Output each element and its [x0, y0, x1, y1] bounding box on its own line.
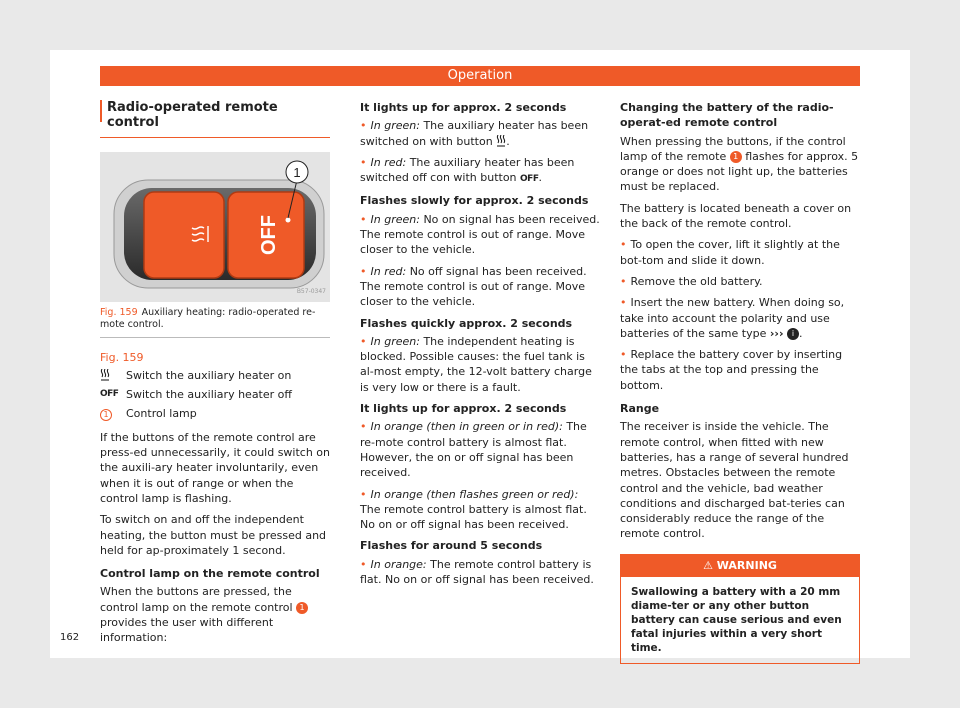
paragraph: The battery is located beneath a cover on the back of the remote control.	[620, 201, 852, 231]
bullet-item: • In green: No on signal has been received. The remote control is out of range. Move closer to the vehicle.	[360, 212, 600, 258]
info-icon: i	[787, 328, 799, 340]
paragraph: If the buttons of the remote control are press-ed unnecessarily, it could switch on the auxili-ary heater involuntarily, even when it is out of range or when the control lamp is flashing.	[100, 430, 331, 505]
heater-off-icon: OFF	[520, 174, 539, 185]
figure-label: Fig. 159	[100, 306, 138, 318]
warning-box	[620, 554, 860, 664]
bullet-item: • In orange (then flashes green or red): The remote control battery is almost flat. No on or off signal has been received.	[360, 487, 600, 533]
figure-caption	[100, 307, 330, 338]
heater-on-icon	[100, 368, 126, 383]
paragraph: The receiver is inside the vehicle. The remote control, when fitted with new batteries, has a range of several hundred metres. Obstacles between the remote control and the vehicle, bad weather conditions and discharged bat-teries can considerably reduce the range of the remote control.	[620, 420, 849, 541]
callout-1-icon: 1	[100, 409, 112, 421]
subheading: Range	[620, 402, 660, 416]
warning-title: WARNING	[716, 558, 777, 572]
column-right	[620, 100, 860, 664]
bullet-item: • In red: The auxiliary heater has been switched off con with button OFF.	[360, 155, 600, 188]
bullet-item: • To open the cover, lift it slightly at the bot-tom and slide it down.	[620, 237, 860, 268]
remote-control-figure	[100, 152, 330, 302]
heater-on-icon	[496, 135, 506, 147]
legend-text: Switch the auxiliary heater off	[126, 388, 292, 402]
caption-text: Auxiliary heating: radio-operated re-mote control.	[100, 306, 316, 330]
legend-text: Control lamp	[126, 407, 197, 421]
warning-header	[621, 555, 859, 577]
subheading: It lights up for approx. 2 seconds	[360, 101, 567, 114]
section-header: Operation	[100, 66, 860, 86]
callout-1-icon: 1	[730, 151, 742, 163]
bullet-item: • Replace the battery cover by inserting the tabs at the top and pressing the bottom.	[620, 347, 860, 393]
bullet-item: • In green: The independent heating is blocked. Possible causes: the fuel tank is al-most empty, the 12-volt battery charge is very low or there is a fault.	[360, 334, 600, 395]
manual-page	[50, 50, 910, 658]
off-button-label: OFF	[258, 214, 280, 255]
bullet-item: • In red: No off signal has been received. The remote control is out of range. Move closer to the vehicle.	[360, 264, 600, 310]
paragraph: When pressing the buttons, if the control lamp of the remote 1 flashes for approx. 5 orange or does not light up, the batteries must be replaced.	[620, 134, 859, 194]
legend-item	[100, 387, 330, 402]
warning-text: Swallowing a battery with a 20 mm diame-ter or any other button battery can cause serious and even fatal injuries within a very short time.	[631, 585, 842, 654]
bullet-item: • In orange (then in green or in red): The re-mote control battery is almost flat. However, the on or off signal has been received.	[360, 419, 600, 480]
subheading: Flashes quickly approx. 2 seconds	[360, 316, 573, 330]
cross-reference-arrows: ›››	[769, 326, 784, 340]
bullet-item: • In green: The auxiliary heater has been switched on with button .	[360, 118, 600, 149]
legend-text: Switch the auxiliary heater on	[126, 368, 292, 382]
figure-code: B57-0347	[296, 288, 326, 296]
bullet-item: • In orange: The remote control battery is flat. No on or off signal has been received.	[360, 557, 600, 588]
column-left	[100, 100, 330, 652]
warning-icon: ⚠	[703, 558, 713, 572]
section-title: Radio-operated remote control	[100, 100, 330, 138]
subheading: Flashes slowly for approx. 2 seconds	[360, 194, 589, 208]
heater-off-icon: OFF	[100, 389, 119, 400]
callout-1-icon: 1	[296, 602, 308, 614]
column-middle	[360, 100, 600, 593]
subheading: Changing the battery of the radio-operat-ed remote control	[620, 101, 834, 130]
legend-item	[100, 368, 330, 383]
paragraph: When the buttons are pressed, the control lamp on the remote control 1 provides the user with different information:	[100, 584, 330, 645]
bullet-item: • Insert the new battery. When doing so, take into account the polarity and use batteries of the same type ››› i .	[620, 295, 860, 341]
subheading: It lights up for approx. 2 seconds	[360, 402, 567, 416]
figure-reference: Fig. 159	[100, 350, 144, 364]
paragraph: To switch on and off the independent heating, the button must be pressed and held for ap-proximately 1 second.	[100, 513, 327, 557]
figure-callout-1: 1	[293, 164, 301, 180]
remote-control-illustration	[100, 152, 330, 302]
bullet-item: • Remove the old battery.	[620, 274, 860, 289]
subheading: Flashes for around 5 seconds	[360, 539, 543, 553]
subheading: Control lamp on the remote control	[100, 567, 320, 581]
page-number: 162	[60, 632, 80, 643]
legend-item	[100, 406, 330, 421]
